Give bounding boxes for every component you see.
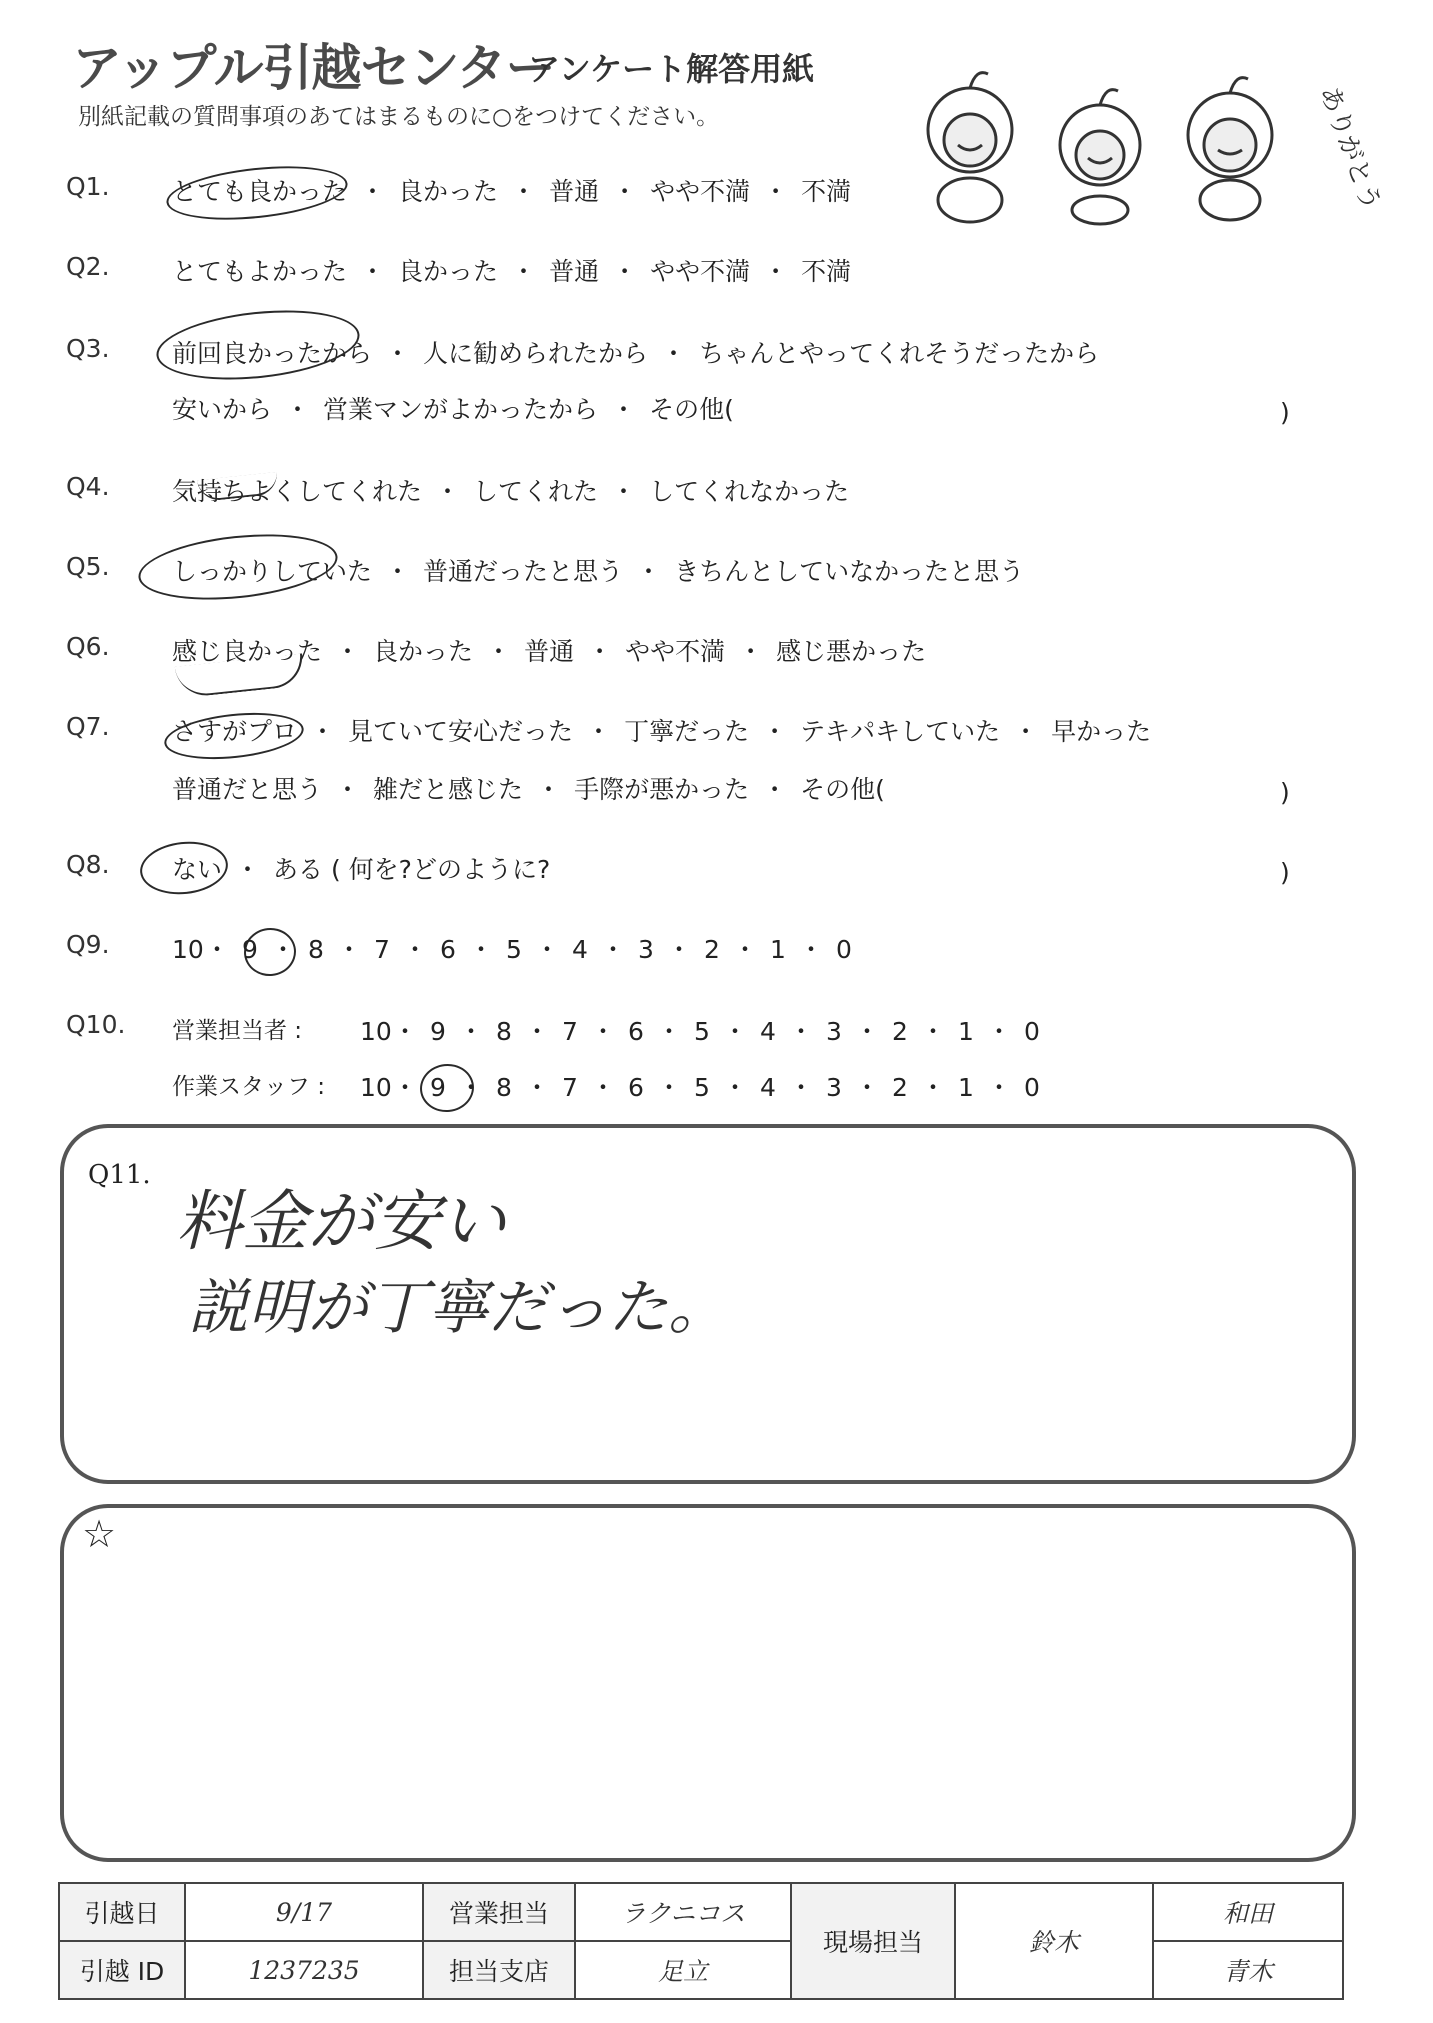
free-comment-box [60,1504,1356,1862]
site-staff-2: 和田 [1153,1883,1343,1941]
sales-value: ラクニコス [575,1883,791,1941]
scale-separator: ・ [590,1017,616,1046]
move-date-value: 9/17 [185,1883,423,1941]
option-separator: ・ [738,637,764,666]
instruction-text: 別紙記載の質問事項のあてはまるものに○をつけてください。 [78,104,720,130]
option-separator: ・ [235,855,261,884]
scale-value: 5 [694,1073,710,1102]
option-separator: ・ [536,775,562,804]
move-id-label: 引越 ID [59,1941,185,1999]
branch-value: 足立 [575,1941,791,1999]
option-separator: ・ [335,637,361,666]
site-staff-label: 現場担当 [791,1883,955,1999]
scale-value: 2 [704,935,720,964]
option-separator: ・ [486,637,512,666]
option-separator: ・ [636,557,662,586]
scale-value: 7 [562,1073,578,1102]
answer-option: 営業マンがよかったから [323,395,599,424]
option-separator: ・ [360,177,386,206]
mascot-illustration [900,50,1388,220]
scale-separator: ・ [788,1073,814,1102]
answer-option: 前回良かったから [172,339,373,368]
scale-separator: ・ [854,1073,880,1102]
scale-value: 6 [628,1017,644,1046]
answer-option: しっかりしていた [172,557,373,586]
answer-option: 丁寧だった [624,717,750,746]
answer-option: してくれなかった [649,477,850,506]
option-separator: ・ [611,395,637,424]
scale-separator: ・ [392,1017,418,1046]
scale-separator: ・ [732,935,758,964]
answer-circle-q1 [164,159,350,228]
answer-option: 手際が悪かった [574,775,750,804]
answer-option: 感じ良かった [172,637,323,666]
answer-option: 見ていて安心だった [348,717,574,746]
answer-option: テキパキしていた [800,717,1001,746]
option-separator: ・ [612,177,638,206]
scale-value: 10 [360,1073,392,1102]
option-separator: ・ [385,557,411,586]
scale-separator: ・ [986,1017,1012,1046]
answer-option: その他( [649,395,734,424]
scale-value: 3 [826,1017,842,1046]
answer-option: 早かった [1051,717,1152,746]
question-label: Q5. [66,552,110,581]
scale-value: 6 [628,1073,644,1102]
q10-sales-scale [360,1012,1044,1048]
scale-separator: ・ [534,935,560,964]
scale-value: 9 [430,1073,446,1102]
scale-separator: ・ [722,1017,748,1046]
scale-value: 9 [242,935,258,964]
scale-value: 10 [360,1017,392,1046]
form-subtitle: アンケート解答用紙 [528,50,815,88]
option-separator: ・ [435,477,461,506]
answer-option: きちんとしていなかったと思う [674,557,1025,586]
question-label: Q8. [66,850,110,879]
answer-option: してくれた [473,477,599,506]
option-separator: ・ [1013,717,1039,746]
answer-option: 安いから [172,395,273,424]
scale-separator: ・ [468,935,494,964]
answer-option: 良かった [398,177,499,206]
answer-option: 普通だったと思う [423,557,624,586]
scale-separator: ・ [524,1017,550,1046]
question-label: Q7. [66,712,110,741]
answer-option: 普通だと思う [172,775,323,804]
option-separator: ・ [612,257,638,286]
option-separator: ・ [661,339,687,368]
close-paren: ) [1280,858,1290,887]
mascot-caption: ありがとう [1314,81,1388,215]
scale-value: 3 [826,1073,842,1102]
q10-label: Q10. [66,1010,126,1039]
question-options-line [172,712,1151,748]
sales-label: 営業担当 [423,1883,575,1941]
answer-option: ある ( 何を?どのように? [273,855,551,884]
scale-separator: ・ [798,935,824,964]
scale-value: 4 [760,1073,776,1102]
option-separator: ・ [285,395,311,424]
answer-option: 感じ悪かった [776,637,927,666]
close-paren: ) [1280,398,1290,427]
option-separator: ・ [611,477,637,506]
scale-value: 1 [958,1017,974,1046]
answer-option: 良かった [398,257,499,286]
answer-option: 普通 [549,177,600,206]
question-label: Q6. [66,632,110,661]
scale-value: 2 [892,1017,908,1046]
question-options-line [172,770,885,806]
answer-option: 人に勧められたから [423,339,649,368]
scale-separator: ・ [458,1073,484,1102]
question-options-line [172,390,734,426]
site-staff-3: 青木 [1153,1941,1343,1999]
q9-label: Q9. [66,930,110,959]
q10-sales-label: 営業担当者 : [172,1018,303,1044]
question-label: Q1. [66,172,110,201]
option-separator: ・ [763,257,789,286]
answer-circle-q3 [153,302,363,389]
footer-info-table [58,1882,1344,2000]
scale-value: 10 [172,935,204,964]
question-label: Q2. [66,252,110,281]
scale-separator: ・ [458,1017,484,1046]
move-id-value: 1237235 [185,1941,423,1999]
option-separator: ・ [511,177,537,206]
scale-separator: ・ [204,935,230,964]
scale-value: 6 [440,935,456,964]
scale-separator: ・ [336,935,362,964]
scale-separator: ・ [656,1017,682,1046]
scale-separator: ・ [392,1073,418,1102]
answer-option: ちゃんとやってくれそうだったから [699,339,1100,368]
answer-option: 普通 [524,637,575,666]
scale-value: 1 [958,1073,974,1102]
option-separator: ・ [763,177,789,206]
move-date-label: 引越日 [59,1883,185,1941]
scale-value: 0 [836,935,852,964]
scale-value: 9 [430,1017,446,1046]
scale-separator: ・ [788,1017,814,1046]
question-label: Q3. [66,334,110,363]
question-label: Q4. [66,472,110,501]
option-separator: ・ [335,775,361,804]
q10-staff-scale [360,1068,1044,1104]
scale-separator: ・ [590,1073,616,1102]
answer-option: その他( [800,775,885,804]
site-staff-1: 鈴木 [955,1883,1153,1999]
scale-separator: ・ [402,935,428,964]
scale-value: 5 [506,935,522,964]
question-options-line [172,252,851,288]
option-separator: ・ [310,717,336,746]
scale-value: 8 [496,1017,512,1046]
scale-value: 4 [760,1017,776,1046]
scale-value: 8 [496,1073,512,1102]
q11-answer-line-1: 料金が安い [176,1183,506,1260]
q9-scale [172,930,856,966]
answer-option: やや不満 [650,257,751,286]
scale-value: 3 [638,935,654,964]
option-separator: ・ [587,637,613,666]
answer-option: 不満 [801,257,852,286]
answer-option: さすがプロ [172,717,298,746]
question-options-line [172,850,550,886]
answer-circle-q8 [138,838,231,899]
star-icon: ☆ [82,1512,117,1556]
scale-separator: ・ [656,1073,682,1102]
option-separator: ・ [586,717,612,746]
answer-option: とても良かった [172,177,348,206]
option-separator: ・ [360,257,386,286]
scale-separator: ・ [600,935,626,964]
scale-separator: ・ [722,1073,748,1102]
q10-staff-label: 作業スタッフ : [172,1074,326,1100]
scale-value: 0 [1024,1017,1040,1046]
answer-option: やや不満 [625,637,726,666]
scale-separator: ・ [524,1073,550,1102]
brand-title: アップル引越センター [72,39,555,97]
scale-value: 1 [770,935,786,964]
scale-value: 7 [562,1017,578,1046]
answer-option: 普通 [549,257,600,286]
scale-value: 7 [374,935,390,964]
option-separator: ・ [385,339,411,368]
answer-option: 気持ちよくしてくれた [172,477,423,506]
option-separator: ・ [762,717,788,746]
scale-value: 5 [694,1017,710,1046]
scale-value: 8 [308,935,324,964]
branch-label: 担当支店 [423,1941,575,1999]
answer-option: 不満 [801,177,852,206]
scale-separator: ・ [920,1073,946,1102]
answer-circle-q5 [135,526,340,609]
q11-label: Q11. [88,1160,151,1190]
scale-separator: ・ [854,1017,880,1046]
answer-option: ない [172,855,223,884]
answer-option: 雑だと感じた [373,775,524,804]
answer-option: とてもよかった [172,257,348,286]
scale-separator: ・ [986,1073,1012,1102]
option-separator: ・ [511,257,537,286]
scale-separator: ・ [666,935,692,964]
answer-option: 良かった [373,637,474,666]
scale-value: 4 [572,935,588,964]
close-paren: ) [1280,778,1290,807]
scale-separator: ・ [920,1017,946,1046]
scale-separator: ・ [270,935,296,964]
option-separator: ・ [762,775,788,804]
answer-option: やや不満 [650,177,751,206]
scale-value: 0 [1024,1073,1040,1102]
scale-value: 2 [892,1073,908,1102]
q11-answer-line-2: 説明が丁寧だった。 [188,1273,728,1343]
